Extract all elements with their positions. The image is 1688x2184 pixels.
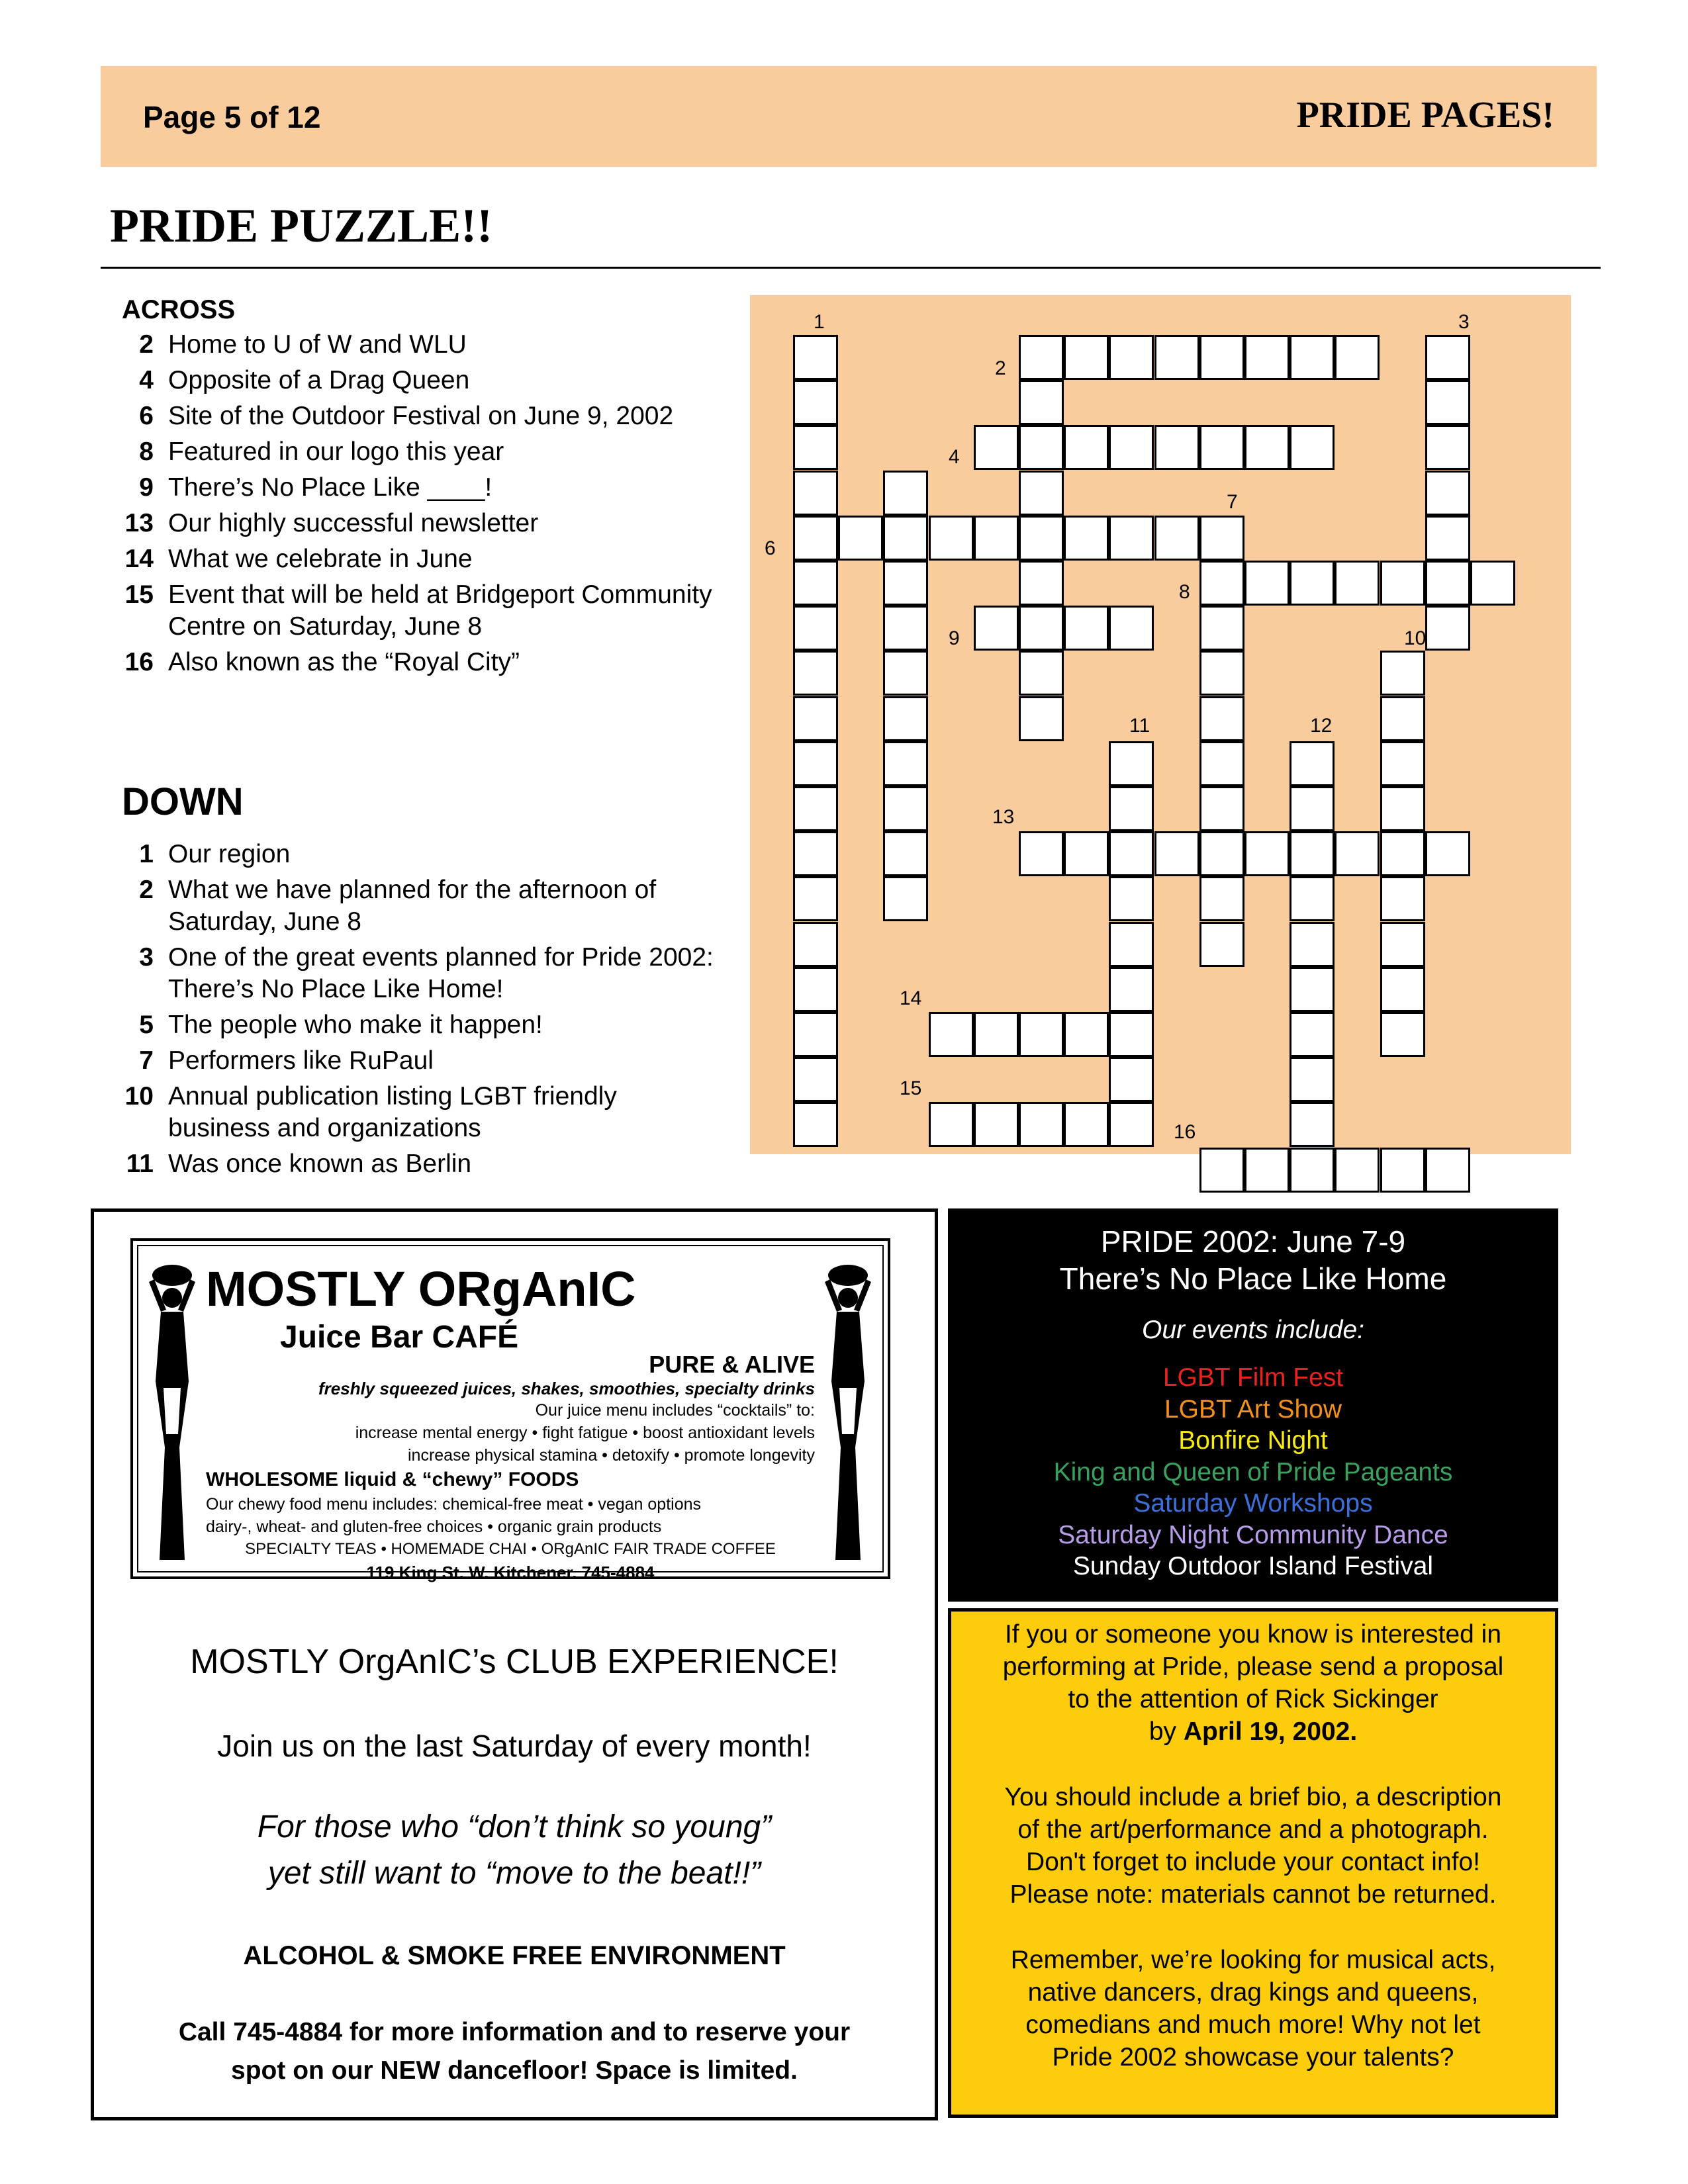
reminder-line: Pride 2002 showcase your talents? bbox=[1052, 2043, 1454, 2071]
across-clue: 6 Site of the Outdoor Festival on June 9, 2002 bbox=[139, 402, 674, 430]
grid-cell[interactable] bbox=[1109, 741, 1154, 786]
grid-cell[interactable] bbox=[1380, 1148, 1425, 1193]
grid-cell[interactable] bbox=[793, 606, 838, 651]
grid-cell[interactable] bbox=[793, 967, 838, 1012]
event-item: Saturday Night Community Dance bbox=[1058, 1520, 1448, 1549]
grid-cell[interactable] bbox=[1109, 922, 1154, 967]
grid-cell[interactable] bbox=[1425, 425, 1470, 470]
grid-cell[interactable] bbox=[1109, 335, 1154, 380]
grid-cell[interactable] bbox=[1289, 1148, 1335, 1193]
grid-cell[interactable] bbox=[1244, 561, 1289, 606]
grid-cell[interactable] bbox=[793, 922, 838, 967]
events-list bbox=[948, 1362, 1558, 1582]
grid-cell[interactable] bbox=[1289, 831, 1335, 876]
reminder-line: Remember, we’re looking for musical acts, bbox=[1010, 1946, 1496, 1974]
grid-cell[interactable] bbox=[793, 696, 838, 741]
grid-number: 1 bbox=[814, 311, 825, 333]
grid-cell[interactable] bbox=[883, 741, 928, 786]
grid-cell[interactable] bbox=[793, 831, 838, 876]
grid-cell[interactable] bbox=[1109, 516, 1154, 561]
grid-cell[interactable] bbox=[1019, 831, 1064, 876]
grid-cell[interactable] bbox=[793, 516, 838, 561]
grid-number: 16 bbox=[1174, 1121, 1196, 1143]
grid-number: 6 bbox=[765, 537, 776, 559]
cafe-ad-panel bbox=[130, 1238, 890, 1582]
across-clue: 9 There’s No Place Like ____! bbox=[139, 473, 492, 502]
grid-cell[interactable] bbox=[1064, 425, 1109, 470]
grid-cell[interactable] bbox=[1244, 1148, 1289, 1193]
grid-cell[interactable] bbox=[793, 651, 838, 696]
grid-cell[interactable] bbox=[1109, 425, 1154, 470]
down-clue: 11 Was once known as Berlin bbox=[126, 1150, 472, 1178]
grid-cell[interactable] bbox=[1244, 831, 1289, 876]
grid-cell[interactable] bbox=[1244, 425, 1289, 470]
grid-number: 4 bbox=[949, 446, 960, 468]
grid-cell[interactable] bbox=[1425, 335, 1470, 380]
grid-cell[interactable] bbox=[793, 741, 838, 786]
events-title: PRIDE 2002: June 7-9 bbox=[1100, 1224, 1406, 1259]
proposal-line: performing at Pride, please send a proposal bbox=[1002, 1653, 1504, 1681]
event-item: Bonfire Night bbox=[1178, 1426, 1328, 1455]
grid-cell[interactable] bbox=[1380, 876, 1425, 921]
call-line2: spot on our NEW dancefloor! Space is limited. bbox=[231, 2056, 798, 2085]
grid-cell[interactable] bbox=[883, 786, 928, 831]
across-clue: 16 Also known as the “Royal City” bbox=[124, 648, 520, 676]
grid-cell[interactable] bbox=[1289, 425, 1335, 470]
grid-cell[interactable] bbox=[883, 561, 928, 606]
wholesome-foods-heading: WHOLESOME liquid & “chewy” FOODS bbox=[206, 1469, 579, 1490]
mostly-organic-ad bbox=[91, 1208, 938, 2120]
grid-cell[interactable] bbox=[793, 1012, 838, 1057]
down-clue: 7 Performers like RuPaul bbox=[139, 1046, 434, 1075]
grid-cell[interactable] bbox=[793, 380, 838, 425]
grid-cell[interactable] bbox=[1199, 1148, 1244, 1193]
club-experience-heading: MOSTLY OrgAnIC’s CLUB EXPERIENCE! bbox=[190, 1643, 839, 1681]
grid-cell[interactable] bbox=[1109, 967, 1154, 1012]
grid-cell[interactable] bbox=[1199, 561, 1244, 606]
grid-cell[interactable] bbox=[1289, 741, 1335, 786]
down-clue: 5 The people who make it happen! bbox=[139, 1011, 543, 1039]
event-item: Sunday Outdoor Island Festival bbox=[1072, 1552, 1434, 1580]
events-subtitle: There’s No Place Like Home bbox=[1059, 1261, 1447, 1296]
grid-cell[interactable] bbox=[1199, 651, 1244, 696]
title-divider bbox=[101, 267, 1601, 269]
grid-cell[interactable] bbox=[1380, 831, 1425, 876]
grid-cell[interactable] bbox=[838, 516, 883, 561]
proposal-line: If you or someone you know is interested in bbox=[1004, 1620, 1502, 1649]
down-clue: 10 Annual publication listing LGBT friendly business and organizations bbox=[124, 1082, 617, 1142]
grid-cell[interactable] bbox=[1154, 425, 1199, 470]
grid-cell[interactable] bbox=[1064, 831, 1109, 876]
grid-number: 13 bbox=[992, 806, 1015, 828]
grid-cell[interactable] bbox=[1425, 1148, 1470, 1193]
across-clue: 4 Opposite of a Drag Queen bbox=[139, 366, 470, 394]
requirements-line: You should include a brief bio, a description bbox=[1004, 1783, 1502, 1811]
grid-number: 12 bbox=[1310, 715, 1333, 737]
deadline-line: by April 19, 2002. bbox=[1149, 1717, 1358, 1746]
grid-cell[interactable] bbox=[883, 651, 928, 696]
grid-cell[interactable] bbox=[1425, 380, 1470, 425]
down-clue-list bbox=[122, 837, 718, 1182]
cafe-address: 119 King St. W. Kitchener. 745-4884 bbox=[366, 1563, 655, 1582]
grid-cell[interactable] bbox=[793, 876, 838, 921]
grid-cell[interactable] bbox=[1199, 516, 1244, 561]
drinks-line: freshly squeezed juices, shakes, smoothies, specialty drinks bbox=[318, 1379, 815, 1398]
down-clue: 2 What we have planned for the afternoon of Saturday, June 8 bbox=[139, 876, 657, 936]
grid-cell[interactable] bbox=[1199, 786, 1244, 831]
grid-cell[interactable] bbox=[1289, 1057, 1335, 1102]
down-heading: DOWN bbox=[122, 780, 244, 823]
grid-cell[interactable] bbox=[1335, 561, 1380, 606]
grid-cell[interactable] bbox=[1380, 786, 1425, 831]
grid-cell[interactable] bbox=[1154, 335, 1199, 380]
grid-cell[interactable] bbox=[1199, 606, 1244, 651]
cafe-subtitle: Juice Bar CAFÉ bbox=[280, 1320, 519, 1355]
grid-cell[interactable] bbox=[1019, 651, 1064, 696]
grid-cell[interactable] bbox=[1064, 335, 1109, 380]
grid-cell[interactable] bbox=[883, 516, 928, 561]
grid-number: 8 bbox=[1179, 581, 1190, 603]
grid-number: 2 bbox=[995, 357, 1006, 379]
grid-cell[interactable] bbox=[883, 471, 928, 516]
grid-cell[interactable] bbox=[974, 606, 1019, 651]
grid-cell[interactable] bbox=[1289, 876, 1335, 921]
grid-cell[interactable] bbox=[974, 516, 1019, 561]
across-clue: 8 Featured in our logo this year bbox=[139, 437, 504, 466]
grid-cell[interactable] bbox=[883, 876, 928, 921]
grid-cell[interactable] bbox=[1019, 1102, 1064, 1147]
juice-benefits-line: increase mental energy • fight fatigue • boost antioxidant levels bbox=[355, 1424, 815, 1442]
grid-cell[interactable] bbox=[1425, 516, 1470, 561]
reminder-line: comedians and much more! Why not let bbox=[1025, 2011, 1481, 2039]
cafe-name: MOSTLY ORgAnIC bbox=[206, 1261, 636, 1316]
requirements-line: Don't forget to include your contact info! bbox=[1025, 1848, 1480, 1876]
grid-cell[interactable] bbox=[1470, 561, 1515, 606]
grid-cell[interactable] bbox=[883, 606, 928, 651]
down-clue: 3 One of the great events planned for Pride 2002: There’s No Place Like Home! bbox=[139, 943, 714, 1003]
grid-number: 14 bbox=[900, 987, 922, 1009]
grid-number: 11 bbox=[1129, 715, 1150, 737]
grid-cell[interactable] bbox=[1064, 1012, 1109, 1057]
grid-cell[interactable] bbox=[883, 831, 928, 876]
juice-benefits-line: increase physical stamina • detoxify • promote longevity bbox=[407, 1446, 815, 1465]
grid-cell[interactable] bbox=[793, 471, 838, 516]
grid-cell[interactable] bbox=[1199, 335, 1244, 380]
grid-cell[interactable] bbox=[1289, 335, 1335, 380]
grid-cell[interactable] bbox=[1335, 1148, 1380, 1193]
proposal-line: to the attention of Rick Sickinger bbox=[1068, 1685, 1438, 1713]
juice-menu-line: Our juice menu includes “cocktails” to: bbox=[535, 1401, 815, 1420]
grid-cell[interactable] bbox=[1199, 425, 1244, 470]
grid-cell[interactable] bbox=[1380, 561, 1425, 606]
event-item: Saturday Workshops bbox=[1133, 1489, 1373, 1518]
pride-events-box bbox=[948, 1208, 1558, 1602]
grid-cell[interactable] bbox=[1425, 471, 1470, 516]
grid-cell[interactable] bbox=[1019, 425, 1064, 470]
event-item: LGBT Film Fest bbox=[1162, 1363, 1344, 1392]
event-item: LGBT Art Show bbox=[1164, 1394, 1342, 1424]
reminder-line: native dancers, drag kings and queens, bbox=[1027, 1978, 1479, 2007]
grid-cell[interactable] bbox=[1019, 561, 1064, 606]
grid-cell[interactable] bbox=[1199, 696, 1244, 741]
grid-cell[interactable] bbox=[1425, 831, 1470, 876]
down-clue: 1 Our region bbox=[139, 840, 291, 868]
grid-cell[interactable] bbox=[1289, 561, 1335, 606]
grid-cell[interactable] bbox=[1380, 967, 1425, 1012]
grid-cell[interactable] bbox=[1109, 1102, 1154, 1147]
grid-cell[interactable] bbox=[974, 1102, 1019, 1147]
grid-cell[interactable] bbox=[1425, 561, 1470, 606]
grid-cell[interactable] bbox=[1154, 831, 1199, 876]
grid-cell[interactable] bbox=[1064, 1102, 1109, 1147]
grid-cell[interactable] bbox=[1199, 876, 1244, 921]
grid-cell[interactable] bbox=[929, 516, 974, 561]
alcohol-free-notice: ALCOHOL & SMOKE FREE ENVIRONMENT bbox=[243, 1941, 786, 1970]
grid-cell[interactable] bbox=[793, 335, 838, 380]
page-header bbox=[101, 66, 1597, 167]
across-clue: 14 What we celebrate in June bbox=[124, 545, 473, 573]
crossword-grid bbox=[750, 295, 1571, 1154]
grid-cell[interactable] bbox=[1109, 876, 1154, 921]
grid-cell[interactable] bbox=[1289, 1012, 1335, 1057]
grid-cell[interactable] bbox=[1425, 606, 1470, 651]
across-clue: 13 Our highly successful newsletter bbox=[124, 509, 539, 537]
grid-cell[interactable] bbox=[1019, 516, 1064, 561]
grid-number: 9 bbox=[949, 627, 960, 649]
across-heading: ACROSS bbox=[122, 295, 236, 324]
grid-cell[interactable] bbox=[929, 1102, 974, 1147]
grid-cell[interactable] bbox=[1019, 696, 1064, 741]
pure-alive-tagline: PURE & ALIVE bbox=[649, 1351, 815, 1378]
grid-cell[interactable] bbox=[974, 425, 1019, 470]
grid-cell[interactable] bbox=[1064, 516, 1109, 561]
grid-cell[interactable] bbox=[793, 1102, 838, 1147]
grid-cell[interactable] bbox=[1289, 1102, 1335, 1147]
grid-cell[interactable] bbox=[1289, 786, 1335, 831]
grid-cell[interactable] bbox=[1380, 696, 1425, 741]
grid-cell[interactable] bbox=[793, 425, 838, 470]
club-schedule: Join us on the last Saturday of every month! bbox=[217, 1729, 812, 1763]
grid-cell[interactable] bbox=[1380, 741, 1425, 786]
grid-cell[interactable] bbox=[793, 1057, 838, 1102]
teas-line: SPECIALTY TEAS • HOMEMADE CHAI • ORgAnIC FAIR TRADE COFFEE bbox=[245, 1540, 776, 1558]
across-clue: 2 Home to U of W and WLU bbox=[139, 330, 467, 359]
grid-cell[interactable] bbox=[1199, 922, 1244, 967]
grid-cell[interactable] bbox=[974, 1012, 1019, 1057]
grid-cell[interactable] bbox=[1199, 831, 1244, 876]
across-clue: 15 Event that will be held at Bridgeport Community Centre on Saturday, June 8 bbox=[124, 580, 712, 641]
grid-cell[interactable] bbox=[1019, 335, 1064, 380]
grid-cell[interactable] bbox=[1380, 922, 1425, 967]
food-menu-line: dairy-, wheat- and gluten-free choices • organic grain products bbox=[206, 1518, 662, 1536]
grid-cell[interactable] bbox=[1380, 651, 1425, 696]
grid-cell[interactable] bbox=[1109, 786, 1154, 831]
grid-cell[interactable] bbox=[1289, 922, 1335, 967]
grid-cell[interactable] bbox=[1019, 471, 1064, 516]
call-for-performers-box bbox=[948, 1608, 1558, 2118]
grid-cell[interactable] bbox=[1019, 380, 1064, 425]
grid-number: 15 bbox=[900, 1077, 922, 1099]
grid-cell[interactable] bbox=[1064, 606, 1109, 651]
requirements-line: of the art/performance and a photograph. bbox=[1017, 1815, 1489, 1844]
events-intro: Our events include: bbox=[1141, 1316, 1364, 1344]
grid-number: 7 bbox=[1227, 491, 1238, 513]
grid-cell[interactable] bbox=[1289, 967, 1335, 1012]
grid-cell[interactable] bbox=[1380, 1012, 1425, 1057]
deadline-date: April 19, 2002. bbox=[1183, 1717, 1358, 1746]
club-quote-line2: yet still want to “move to the beat!!” bbox=[267, 1856, 761, 1891]
puzzle-title: PRIDE PUZZLE!! bbox=[110, 199, 493, 252]
requirements-line: Please note: materials cannot be returned. bbox=[1009, 1880, 1497, 1909]
page-number: Page 5 of 12 bbox=[143, 100, 321, 134]
grid-cell[interactable] bbox=[1335, 831, 1380, 876]
woman-carrying-basket-illustration-right bbox=[817, 1249, 880, 1567]
grid-cell[interactable] bbox=[1199, 741, 1244, 786]
grid-cell[interactable] bbox=[1109, 1012, 1154, 1057]
woman-carrying-basket-illustration-left bbox=[141, 1249, 204, 1567]
grid-number: 10 bbox=[1404, 627, 1427, 649]
grid-cell[interactable] bbox=[1019, 606, 1064, 651]
grid-cell[interactable] bbox=[1244, 335, 1289, 380]
newsletter-title: PRIDE PAGES! bbox=[1296, 95, 1554, 136]
grid-cell[interactable] bbox=[1019, 1012, 1064, 1057]
grid-cell[interactable] bbox=[1335, 335, 1380, 380]
event-item: King and Queen of Pride Pageants bbox=[1053, 1457, 1453, 1486]
grid-cell[interactable] bbox=[1109, 1057, 1154, 1102]
grid-cell[interactable] bbox=[883, 696, 928, 741]
grid-cell[interactable] bbox=[1109, 831, 1154, 876]
food-menu-line: Our chewy food menu includes: chemical-free meat • vegan options bbox=[206, 1495, 702, 1514]
grid-cell[interactable] bbox=[1154, 516, 1199, 561]
grid-cell[interactable] bbox=[1109, 606, 1154, 651]
club-quote-line1: For those who “don’t think so young” bbox=[257, 1809, 772, 1844]
call-line1: Call 745-4884 for more information and to reserve your bbox=[178, 2018, 851, 2046]
grid-cell[interactable] bbox=[793, 561, 838, 606]
grid-cell[interactable] bbox=[929, 1012, 974, 1057]
grid-cell[interactable] bbox=[793, 786, 838, 831]
grid-number: 3 bbox=[1458, 311, 1470, 333]
across-clue-list bbox=[122, 327, 718, 680]
